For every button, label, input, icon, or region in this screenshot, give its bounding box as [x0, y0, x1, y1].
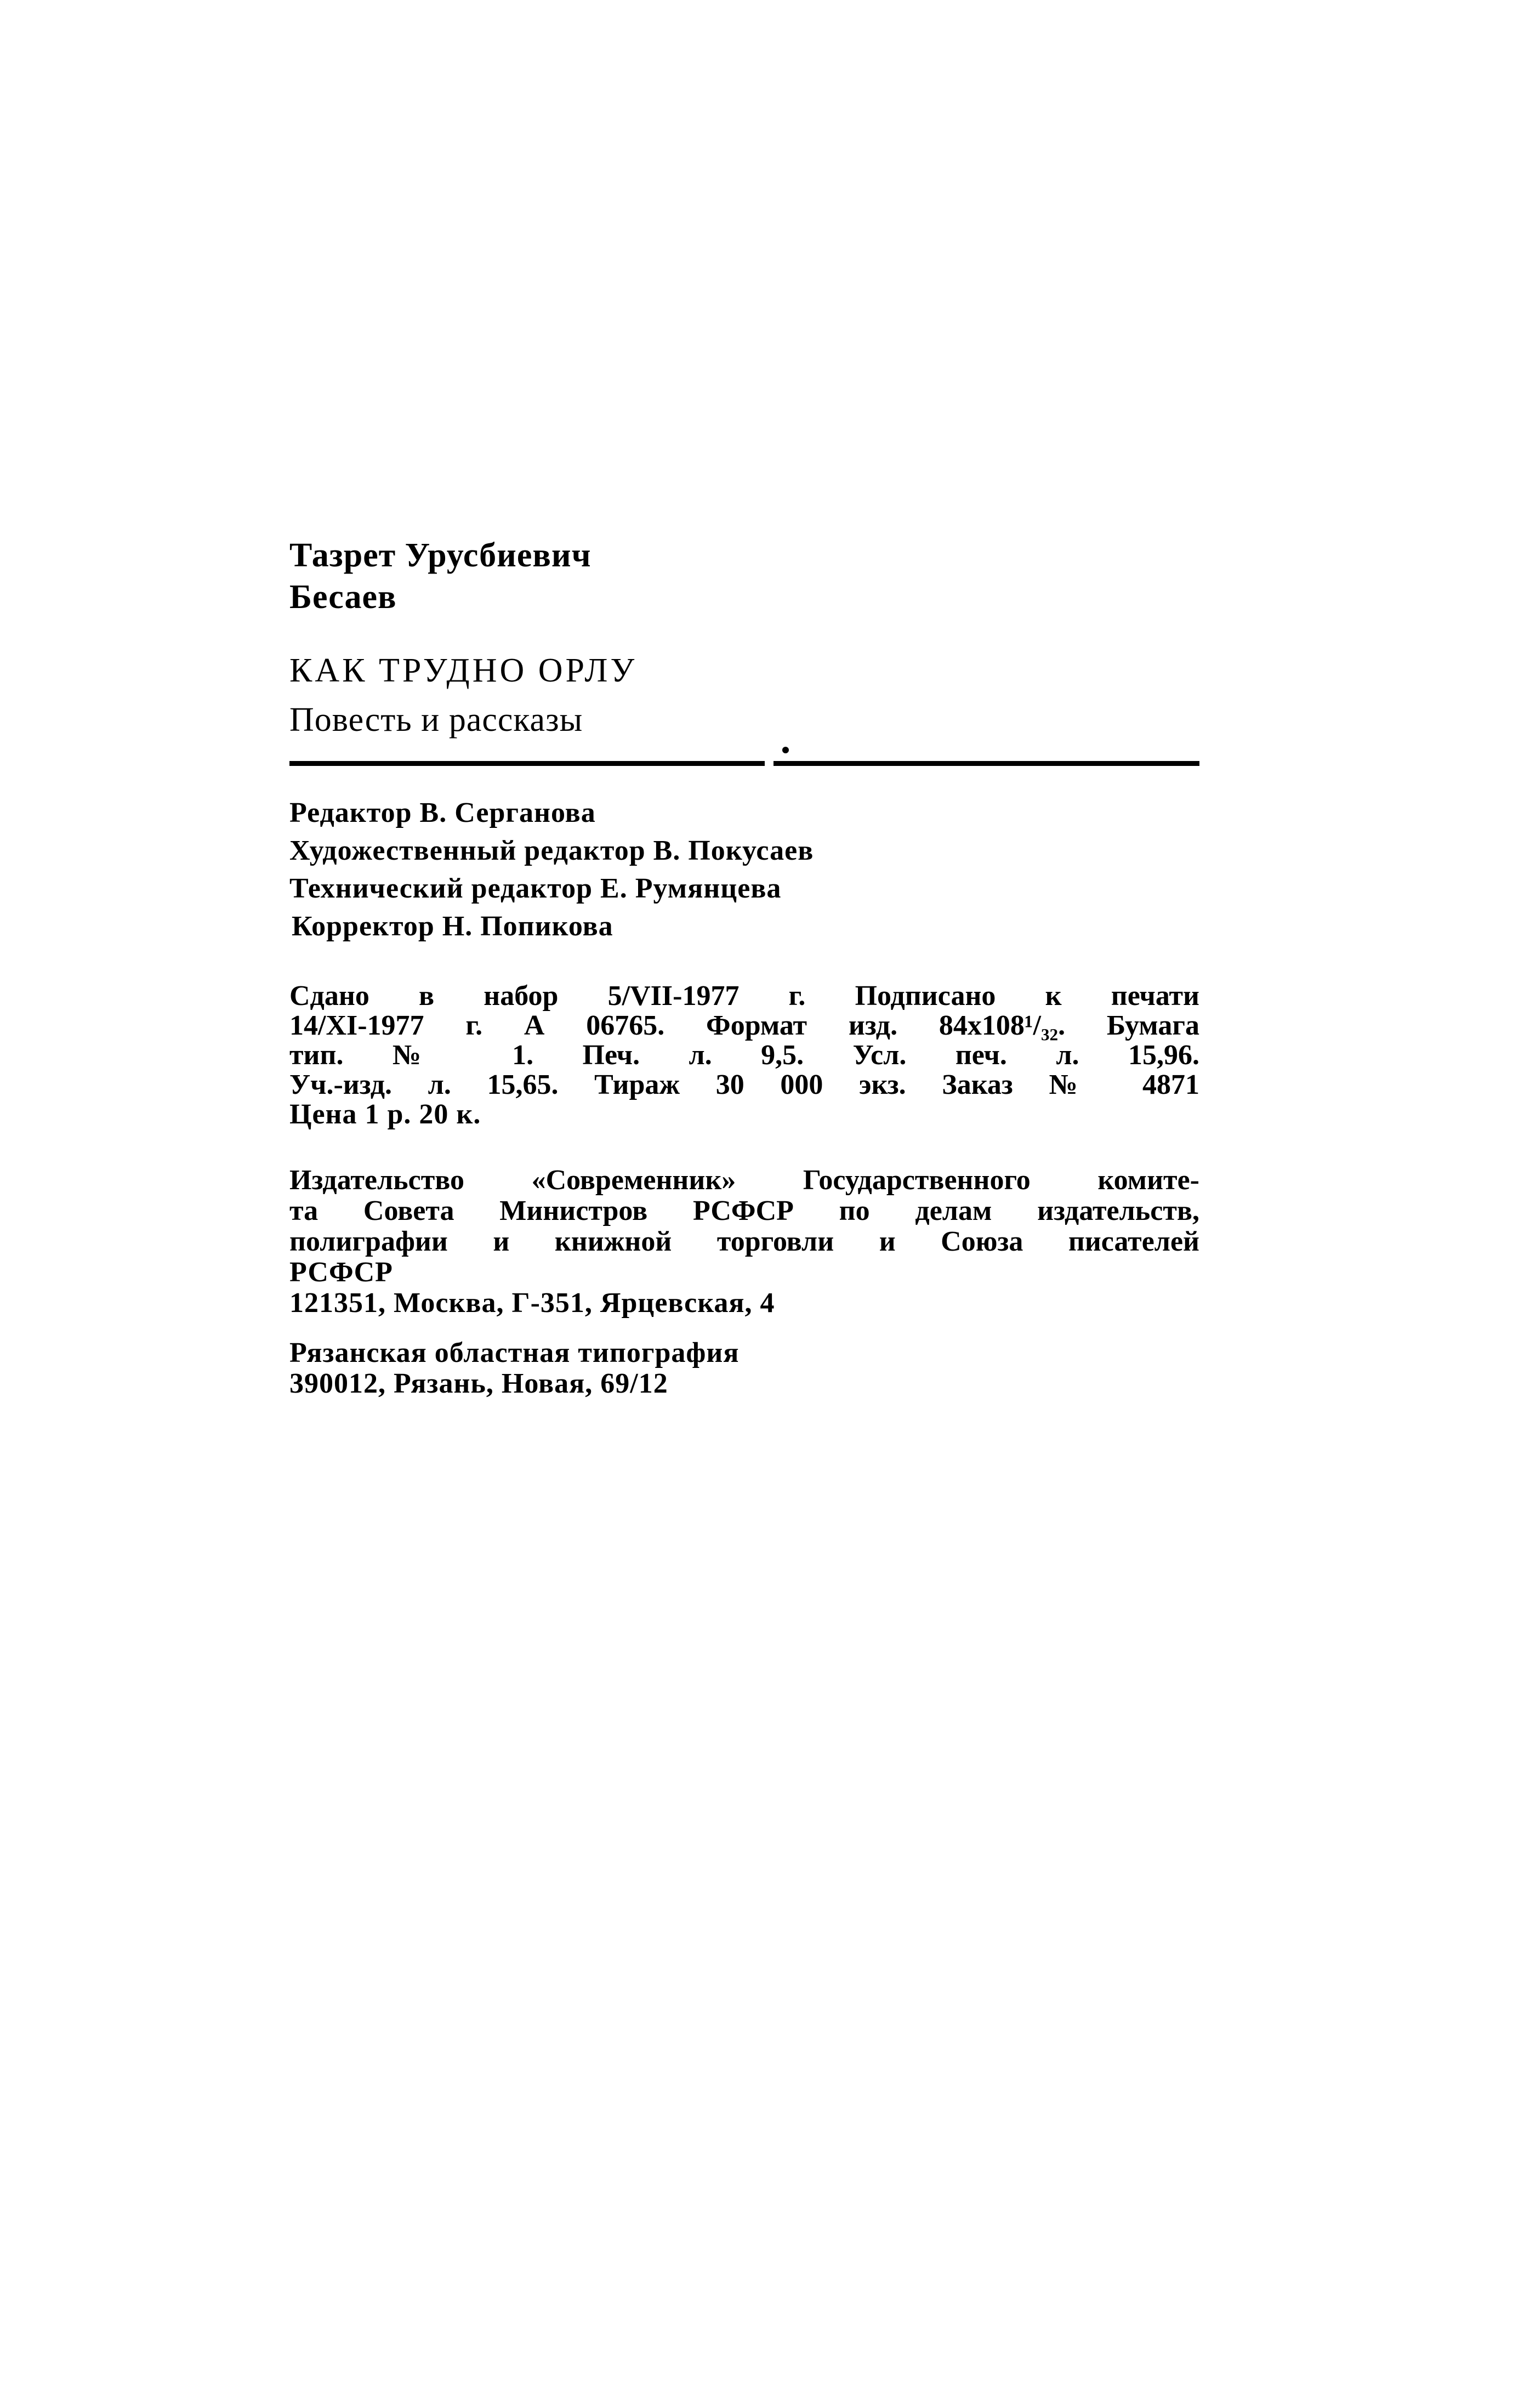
- divider-dot: [782, 747, 789, 753]
- typography-name: Рязанская областная типография: [289, 1337, 740, 1368]
- staff-editor: Редактор В. Серганова: [289, 797, 596, 828]
- typography-address: 390012, Рязань, Новая, 69/12: [289, 1368, 668, 1399]
- author-name-line: Тазрет Урусбиевич: [289, 537, 591, 574]
- staff-proofreader: Корректор Н. Попикова: [292, 911, 613, 942]
- book-subtitle: Повесть и рассказы: [289, 701, 583, 739]
- publisher-block: [289, 1165, 1199, 1319]
- publisher-line: та Совета Министров РСФСР по делам издательств,: [289, 1195, 1199, 1226]
- divider-rule: [289, 761, 1199, 766]
- publisher-address: 121351, Москва, Г-351, Ярцевская, 4: [289, 1287, 775, 1319]
- book-title: КАК ТРУДНО ОРЛУ: [289, 652, 638, 689]
- price-line: Цена 1 р. 20 к.: [289, 1099, 481, 1130]
- staff-credits: [289, 794, 1199, 945]
- author-surname-line: Бесаев: [289, 578, 397, 616]
- title-block: [289, 646, 1199, 745]
- staff-art-editor: Художественный редактор В. Покусаев: [289, 835, 814, 866]
- author-block: [289, 535, 1199, 618]
- print-data-line: Сдано в набор 5/VII-1977 г. Подписано к печати: [289, 980, 1199, 1012]
- print-data-line: тип. № 1. Печ. л. 9,5. Усл. печ. л. 15,96.: [289, 1040, 1199, 1071]
- print-data-block: [289, 981, 1199, 1129]
- print-data-line: Уч.-изд. л. 15,65. Тираж 30 000 экз. Заказ № 4871: [289, 1069, 1199, 1100]
- staff-tech-editor: Технический редактор Е. Румянцева: [289, 873, 782, 904]
- publisher-line: полиграфии и книжной торговли и Союза писателей: [289, 1226, 1199, 1257]
- publisher-line: Издательство «Современник» Государственного комите-: [289, 1165, 1199, 1196]
- divider-gap: [765, 759, 773, 768]
- publisher-line: РСФСР: [289, 1257, 393, 1288]
- print-data-line: 14/XI-1977 г. А 06765. Формат изд. 84x108¹/₃₂. Бумага: [289, 1010, 1199, 1041]
- typography-block: [289, 1338, 1199, 1399]
